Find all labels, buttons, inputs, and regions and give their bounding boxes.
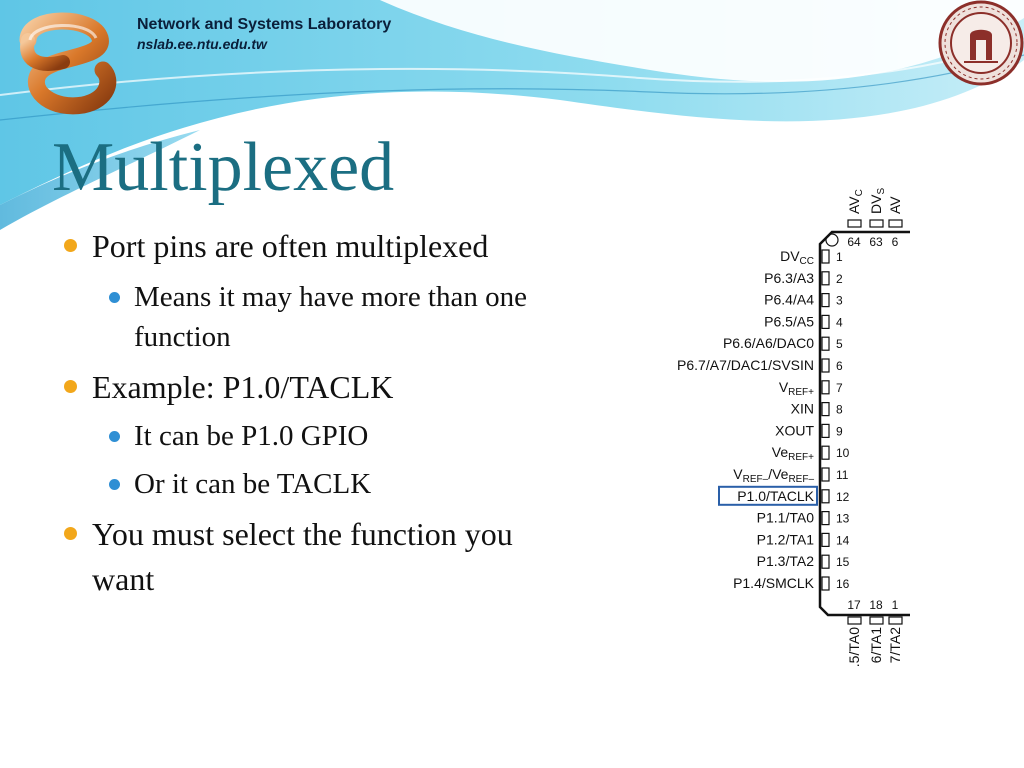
sub-bullet-text: Or it can be TACLK: [134, 468, 372, 500]
pin-number: 10: [836, 446, 850, 461]
bullet-dot-icon: [64, 239, 77, 252]
bullet-item: [64, 224, 544, 269]
pin-number: 15: [836, 555, 850, 570]
lab-name: Network and Systems Laboratory: [137, 16, 392, 33]
pin-stub: [870, 617, 883, 624]
pin-number: 64: [847, 235, 861, 249]
pin-stub: [848, 220, 861, 227]
pin-stub: [870, 220, 883, 227]
pin-number: 8: [836, 402, 843, 417]
bullet-text: Example: P1.0/TACLK: [92, 369, 394, 405]
pin-stub: [822, 468, 829, 481]
pin-number: 17: [847, 598, 861, 612]
pin-stub: [822, 315, 829, 328]
pin-label: P6.7/A7/DAC1/SVSIN: [677, 357, 814, 373]
pin-stub: [822, 294, 829, 307]
lab-url: nslab.ee.ntu.edu.tw: [137, 36, 267, 52]
pin-stub: [822, 424, 829, 437]
bullet-dot-icon: [64, 527, 77, 540]
bullet-text: You must select the function you want: [92, 516, 513, 597]
pin-stub: [822, 403, 829, 416]
pin-label: P1.4/SMCLK: [733, 575, 814, 591]
pin-stub: [822, 533, 829, 546]
pin-label: P1.1/TA0: [756, 509, 814, 526]
pin-label: VREF+: [778, 378, 814, 398]
pin-number: 9: [836, 424, 843, 439]
university-seal: [938, 0, 1024, 86]
pin-label: DVS: [868, 187, 887, 214]
pin-stub: [822, 337, 829, 350]
pin-number: 13: [836, 511, 850, 526]
pin-label: AV: [887, 196, 903, 214]
pin-label: .5/TA0: [846, 627, 862, 668]
lab-header: [137, 14, 391, 54]
pin-label: P6.3/A3: [764, 269, 814, 286]
pin-stub: [848, 617, 861, 624]
pin-number: 18: [869, 598, 883, 612]
pin-label: XIN: [790, 400, 814, 417]
pin-label: AVC: [846, 189, 865, 214]
pin-number: 6: [836, 359, 843, 373]
sub-bullet-item: [64, 416, 544, 456]
bullet-dot-icon: [64, 380, 77, 393]
slide-title: Multiplexed: [52, 129, 395, 206]
sub-bullet-dot-icon: [109, 479, 120, 490]
sub-bullet-item: [64, 277, 544, 357]
chip-outline: [820, 232, 910, 615]
pin-number: 16: [836, 577, 850, 591]
pin-stub: [822, 555, 829, 568]
pin-label: XOUT: [775, 422, 814, 439]
bullet-item: [64, 365, 544, 410]
sub-bullet-dot-icon: [109, 431, 120, 442]
pin-number: 2: [836, 271, 843, 286]
pin-label: P6.4/A4: [764, 291, 814, 308]
pin-label: 6/TA1: [868, 627, 884, 664]
pin-label: 7/TA2: [887, 627, 903, 664]
pin-stub: [889, 220, 902, 227]
pin-stub: [822, 250, 829, 263]
sub-bullet-text: Means it may have more than one function: [134, 281, 527, 353]
pin-label: P1.3/TA2: [756, 553, 814, 570]
pin-number: 12: [836, 489, 850, 504]
pin-number: 14: [836, 533, 850, 548]
pin-stub: [889, 617, 902, 624]
bullet-list: [64, 224, 544, 602]
pin-stub: [822, 381, 829, 394]
pin-number: 1: [836, 250, 843, 264]
pinout-diagram: [640, 170, 910, 670]
sub-bullet-item: [64, 464, 544, 504]
bullet-text: Port pins are often multiplexed: [92, 228, 489, 264]
pin-number: 5: [836, 337, 843, 352]
pin-number: 1: [891, 598, 899, 612]
pin-number: 6: [891, 235, 899, 249]
pin-stub: [822, 446, 829, 459]
pin-label: P1.0/TACLK: [737, 487, 814, 504]
pin-label: P1.2/TA1: [756, 531, 814, 548]
pin-number: 3: [836, 293, 843, 308]
sub-bullet-text: It can be P1.0 GPIO: [134, 420, 369, 452]
pin1-marker-icon: [826, 234, 838, 246]
lab-logo: [8, 10, 123, 115]
pin-stub: [822, 577, 829, 590]
pin-stub: [822, 272, 829, 285]
pin-stub: [822, 359, 829, 372]
pin-label: VeREF+: [771, 444, 814, 464]
pin-number: 4: [836, 315, 843, 330]
pin-label: P6.6/A6/DAC0: [722, 335, 814, 352]
pin-number: 7: [836, 380, 843, 395]
sub-bullet-dot-icon: [109, 292, 120, 303]
pin-label: VREF–/VeREF–: [733, 466, 814, 485]
pin-stub: [822, 490, 829, 503]
pin-number: 11: [836, 468, 849, 482]
pin-label: P6.5/A5: [764, 313, 814, 330]
pin-label: DVCC: [780, 248, 814, 267]
pin-stub: [822, 512, 829, 525]
pin-number: 63: [869, 235, 883, 249]
bullet-item: [64, 512, 544, 602]
